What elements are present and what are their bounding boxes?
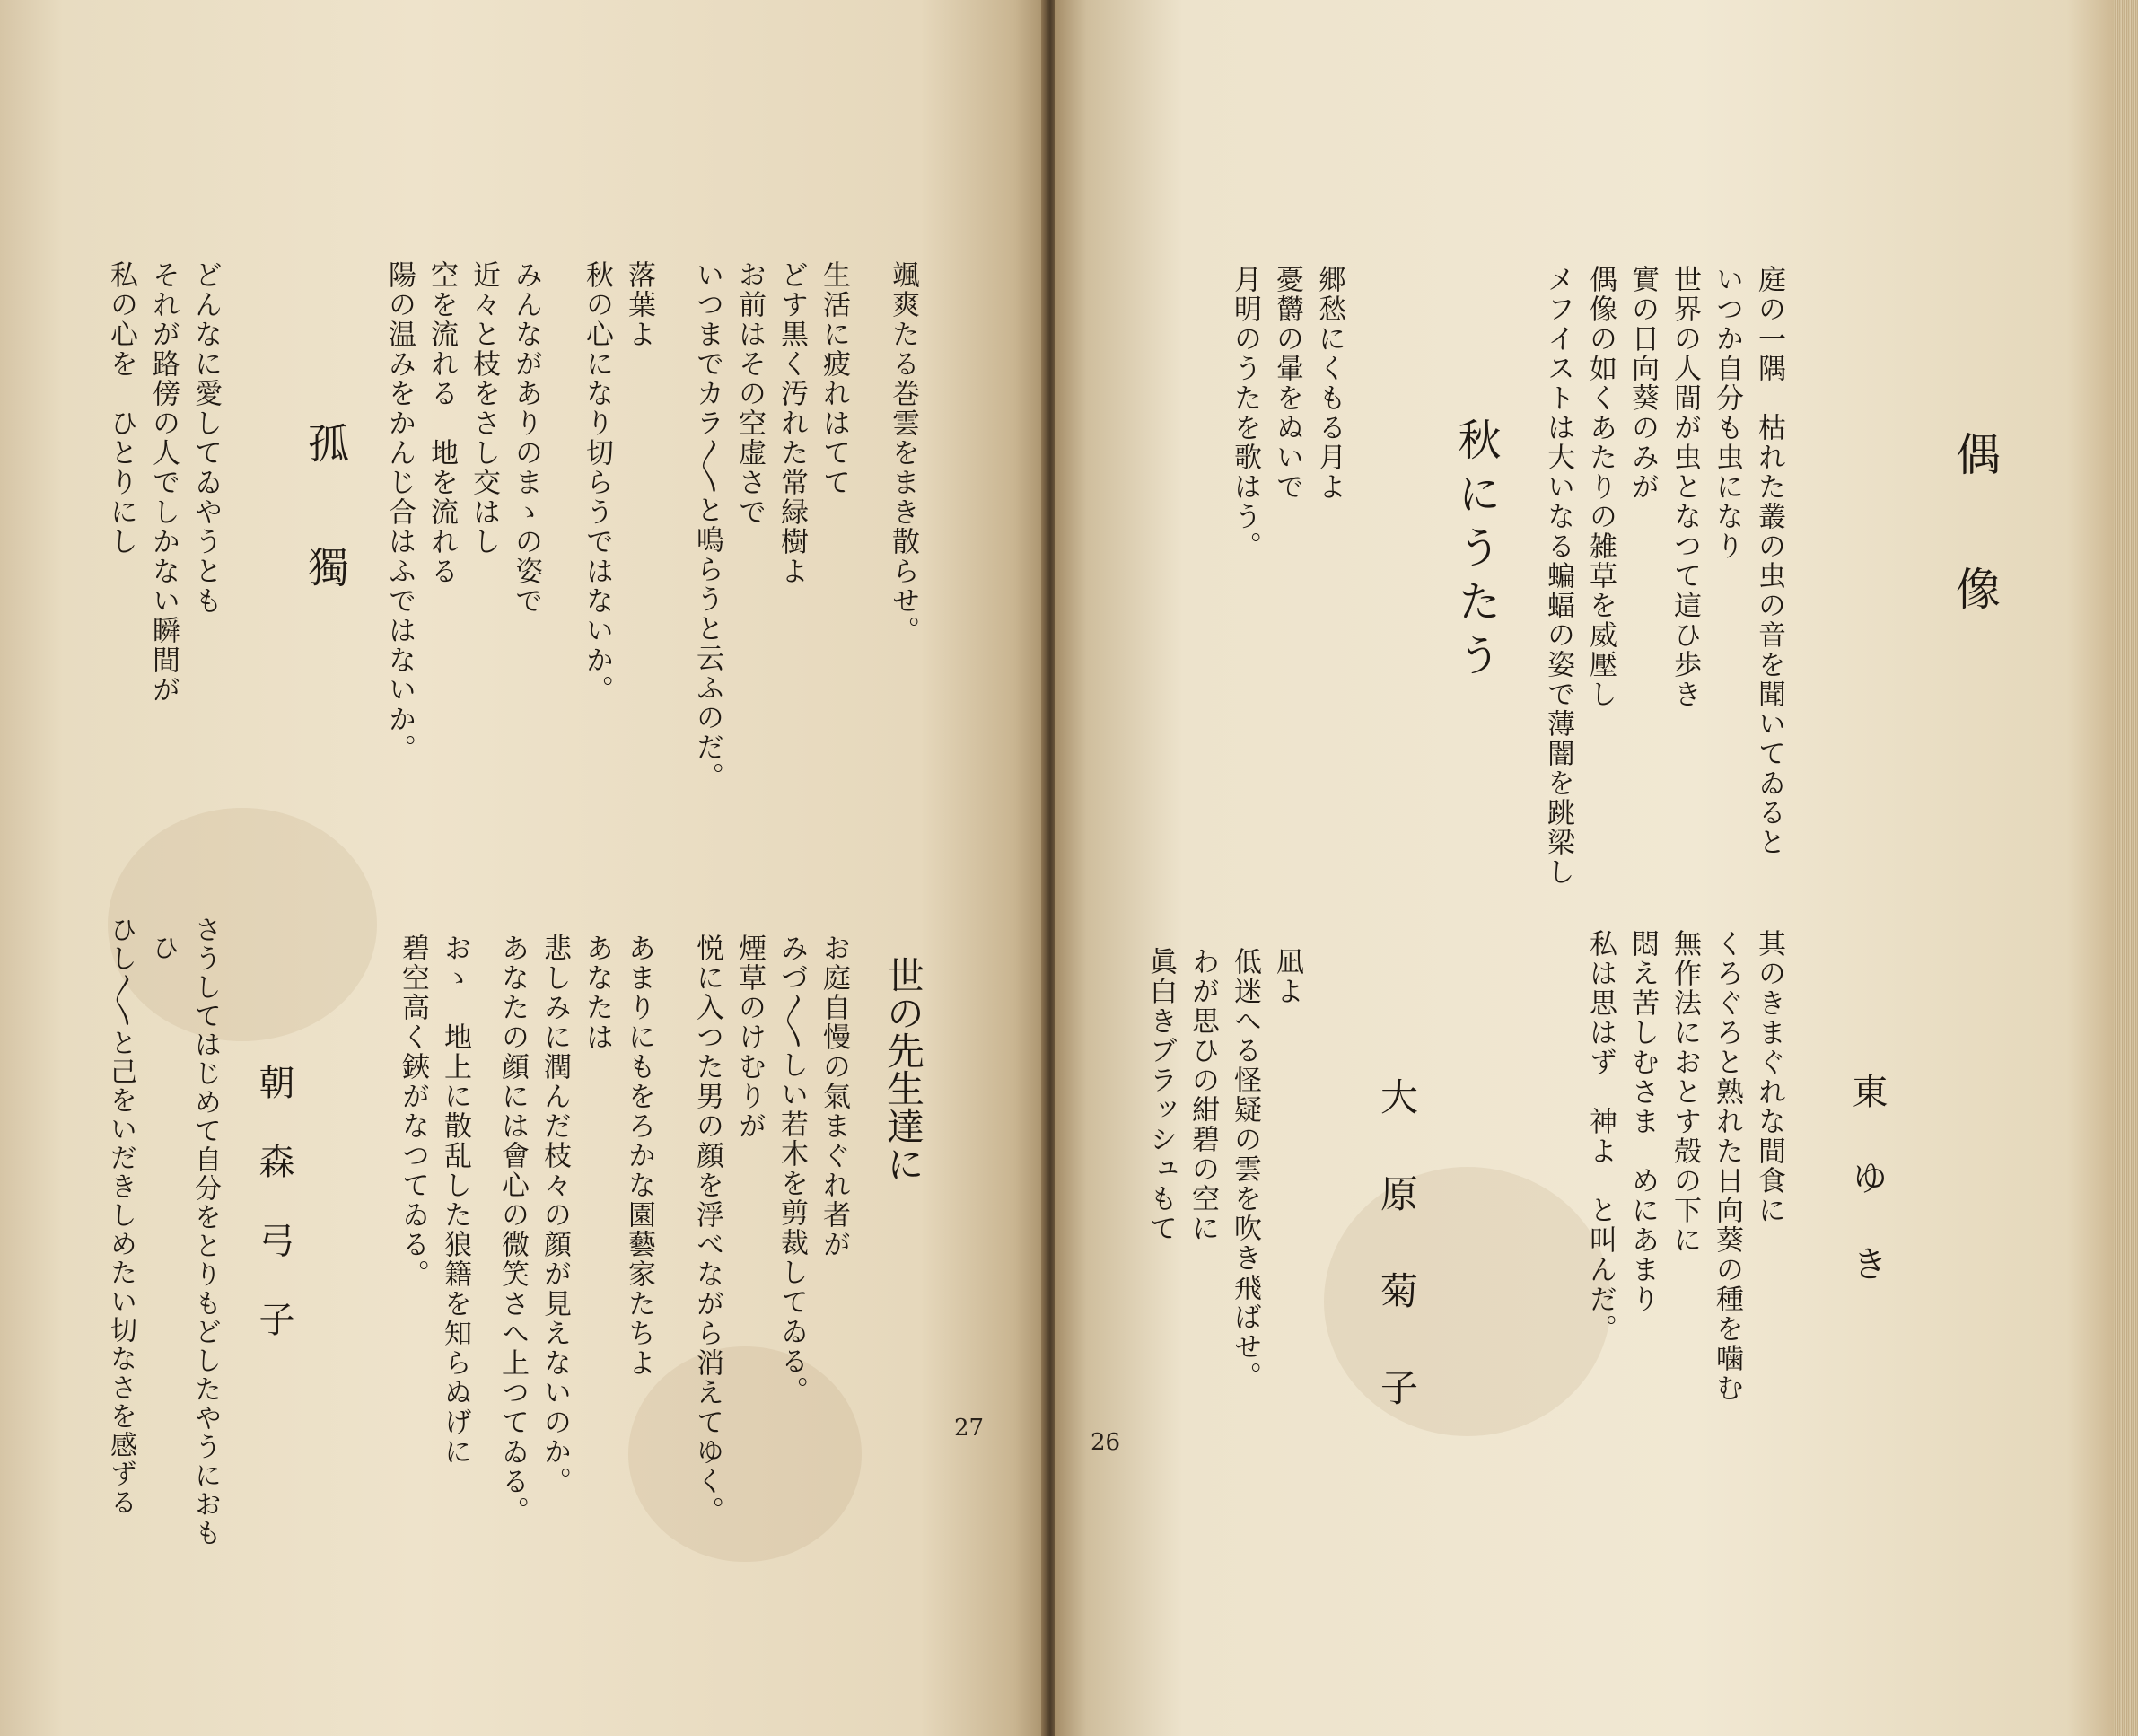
poem-title-aki: 秋にうたう bbox=[1450, 417, 1501, 687]
poem-line: 眞白きブラッシュもて bbox=[1144, 947, 1177, 1243]
poem-line: 颯爽たる巻雲をまき散らせ。 bbox=[887, 260, 919, 645]
poem-line: メフイストは大いなる蝙蝠の姿で薄闇を跳梁し bbox=[1542, 265, 1574, 887]
poem-line: 悶え苦しむさま めにあまり bbox=[1626, 929, 1659, 1314]
poem-line: あまりにもをろかな園藝家たちよ bbox=[623, 934, 655, 1378]
paper-stain bbox=[1324, 1167, 1611, 1436]
poem-line: 凪よ bbox=[1271, 947, 1303, 1006]
poem-line: 悦に入つた男の顔を浮べながら消えてゆく。 bbox=[691, 934, 723, 1526]
poem-line: おゝ 地上に散乱した狼籍を知らぬげに bbox=[439, 934, 471, 1467]
poem-line: 悲しみに潤んだ枝々の顔が見えないのか。 bbox=[539, 934, 571, 1496]
poem-line: 憂欝の暈をぬいで bbox=[1271, 265, 1303, 502]
poem-line: 低迷へる怪疑の雲を吹き飛ばせ。 bbox=[1229, 947, 1261, 1391]
poem-line: わが思ひの紺碧の空に bbox=[1187, 947, 1219, 1243]
poem-line: 偶像の如くあたりの雑草を威壓し bbox=[1584, 265, 1617, 709]
poem-line: 近々と枝をさし交はし bbox=[468, 260, 500, 557]
poem-line: 秋の心になり切らうではないか。 bbox=[581, 260, 613, 705]
poem-title-sensei: 世の先生達に bbox=[881, 956, 925, 1182]
poem-line: いつか自分も虫になり bbox=[1711, 265, 1743, 561]
poem-line: 實の日向葵のみが bbox=[1626, 265, 1659, 502]
poem-line: お前はその空虚さで bbox=[733, 260, 766, 527]
poem-line: さうしてはじめて自分をとりもどしたやうにおも bbox=[189, 916, 221, 1547]
poem-line: みんながありのまゝの姿で bbox=[510, 260, 542, 616]
poem-line: 郷愁にくもる月よ bbox=[1313, 265, 1345, 502]
left-page bbox=[0, 0, 1046, 1736]
poem-line: 煙草のけむりが bbox=[733, 934, 766, 1141]
author-name-azuma: 東 ゆ き bbox=[1846, 1073, 1888, 1288]
poem-line: くろぐろと熟れた日向葵の種を噛む bbox=[1711, 929, 1743, 1403]
poem-line: 其のきまぐれな間食に bbox=[1753, 929, 1785, 1225]
poem-line: ひ bbox=[147, 934, 179, 962]
author-name-asamori: 朝 森 弓 子 bbox=[253, 1064, 294, 1340]
poem-line: 無作法におとす殻の下に bbox=[1669, 929, 1701, 1255]
poem-line: 生活に疲れはてて bbox=[818, 260, 850, 497]
poem-line: どんなに愛してゐやうとも bbox=[189, 260, 222, 616]
poem-line: みづ〳〵しい若木を剪裁してゐる。 bbox=[775, 934, 808, 1406]
poem-line: 落葉よ bbox=[623, 260, 655, 349]
right-page bbox=[1055, 0, 2120, 1736]
poem-line: 陽の温みをかんじ合はふではないか。 bbox=[383, 260, 416, 764]
poem-line: 空を流れる 地を流れる bbox=[425, 260, 458, 586]
poem-title-kodoku: 孤 獨 bbox=[302, 422, 350, 587]
poem-line: 世界の人間が虫となつて這ひ歩き bbox=[1669, 265, 1701, 709]
poem-line: 私の心を ひとりにし bbox=[105, 260, 137, 557]
poem-title-guzo: 偶 像 bbox=[1949, 431, 2001, 610]
paper-stain bbox=[628, 1346, 862, 1562]
poem-line: 私は思はず 神よ と叫んだ。 bbox=[1584, 929, 1617, 1344]
poem-line: いつまでカラ〳〵と鳴らうと云ふのだ。 bbox=[691, 260, 723, 792]
poem-line: 碧空高く鋏がなつてゐる。 bbox=[397, 934, 429, 1289]
poem-line: 月明のうたを歌はう。 bbox=[1229, 265, 1261, 561]
paper-stain bbox=[108, 808, 377, 1041]
page-number-27: 27 bbox=[954, 1415, 985, 1442]
poem-line: 庭の一隅 枯れた叢の虫の音を聞いてゐると bbox=[1753, 265, 1785, 857]
poem-line: どす黒く汚れた常緑樹よ bbox=[775, 260, 808, 586]
poem-line: それが路傍の人でしかない瞬間が bbox=[147, 260, 180, 705]
poem-line: お庭自慢の氣まぐれ者が bbox=[818, 934, 850, 1259]
author-name-ohara: 大 原 菊 子 bbox=[1375, 1077, 1419, 1416]
poem-line: ひし〳〵と己をいだきしめたい切なさを感ずる bbox=[105, 916, 136, 1517]
poem-line: あなたの顔には會心の微笑さへ上つてゐる。 bbox=[496, 934, 529, 1526]
page-edges bbox=[2114, 0, 2138, 1736]
page-number-26: 26 bbox=[1091, 1429, 1121, 1456]
poem-line: あなたは bbox=[581, 934, 613, 1052]
